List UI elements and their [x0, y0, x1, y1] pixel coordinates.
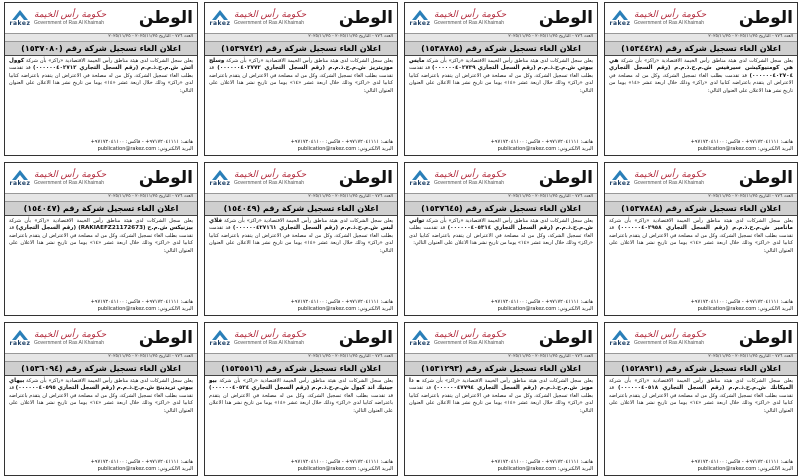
notice-details: قد تقدمت بطلب الغاء تسجيل الشركة، وكل من له مصلحة في الاعتراض ان يتقدم باعتراضه كتابيا لدى «راكز» وذلك خلال اربعة عشر «١٤» يوما من تاريخ نشر هذا الاعلان على العنوان التالي:: [409, 65, 593, 94]
notice-footer: [205, 299, 397, 313]
rakez-logo-icon: [409, 7, 431, 29]
newspaper-logo: الوطن: [338, 327, 393, 348]
newspaper-logo: الوطن: [138, 327, 193, 348]
notice-details: قد تقدمت بطلب الغاء تسجيل الشركة، وكل من له مصلحة في الاعتراض ان يتقدم باعتراضه كتابيا لدى «راكز» وذلك خلال اربعة عشر «١٤» يوما من تاريخ نشر هذا الاعلان على العنوان التالي:: [609, 225, 793, 254]
notice-title: [205, 42, 397, 56]
newspaper-logo: الوطن: [338, 7, 393, 28]
government-name-arabic: حكومة رأس الخيمة: [234, 9, 307, 20]
rakez-logo-block: [9, 7, 106, 29]
newspaper-logo: الوطن: [538, 167, 593, 188]
notice-number: (١٥٣٨٧٨٥): [421, 44, 463, 53]
notice-details: قد تقدمت بطلب الغاء تسجيل الشركة، وكل من له مصلحة في الاعتراض ان يتقدم باعتراضه كتابيا لدى «راكز» وذلك خلال اربعة عشر «١٤» يوما من تاريخ نشر هذا الاعلان على العنوان التالي:: [609, 72, 793, 94]
notice-title: [605, 42, 797, 56]
rakez-logo-icon: [409, 167, 431, 189]
contact-phone: هاتف: ٩٧١٧٢٠٤١١١١+ - فاكس: ٩٧١٧٢٠٤١١٠٠+: [90, 459, 193, 465]
notice-details: قد تقدمت بطلب الغاء تسجيل الشركة، وكل من له مصلحة في الاعتراض ان يتقدم باعتراضه كتابيا لدى «راكز» وذلك خلال اربعة عشر «١٤» يوما من تاريخ نشر هذا الاعلان على العنوان التالي:: [409, 385, 593, 414]
government-name-arabic: حكومة رأس الخيمة: [634, 9, 707, 20]
rakez-logo-block: [609, 167, 706, 189]
notice-title-prefix: اعلان الغاء تسجيل شركة رقم: [665, 44, 781, 53]
card-header: [5, 3, 197, 33]
company-name: بيو جيتيك اند كيول ش.م.ح.ذ.م.م: [209, 378, 394, 392]
government-name-arabic: حكومة رأس الخيمة: [434, 329, 507, 340]
government-logo: [34, 11, 106, 26]
government-name-arabic: حكومة رأس الخيمة: [234, 329, 307, 340]
notice-details: قد تقدمت بطلب الغاء تسجيل الشركة، وكل من له مصلحة في الاعتراض ان يتقدم باعتراضه كتابيا لدى «راكز» وذلك خلال اربعة عشر «١٤» يوما من تاريخ نشر هذا الاعلان على العنوان التالي:: [209, 225, 393, 254]
notice-body: [205, 56, 397, 140]
notice-intro: يعلن سجل الشركات لدى هيئة مناطق رأس الخيمة الاقتصادية «راكز» بأن شركة: [26, 378, 193, 384]
contact-email: البريد الالكتروني: publication@rakez.com: [97, 146, 193, 152]
issue-dateline: العدد ٧٧٦ - التاريخ ٢٠٢٥/١١/٢٥ - ٢٠٢٥/١١/٢٥: [605, 193, 797, 202]
notice-body: [605, 216, 797, 300]
issue-dateline: العدد ٧٧٦ - التاريخ ٢٠٢٥/١١/٢٥ - ٢٠٢٥/١١/٢٥: [605, 353, 797, 362]
newspaper-logo: الوطن: [738, 167, 793, 188]
contact-email: البريد الالكتروني: publication@rakez.com: [697, 306, 793, 312]
rakez-logo-icon: [9, 7, 31, 29]
notice-body: [605, 56, 797, 140]
notice-body: [205, 216, 397, 300]
company-name: فلاي لبس ش.م.ح.ذ.م.م: [209, 218, 393, 232]
notice-details: قد تقدمت بطلب الغاء تسجيل الشركة، وكل من له مصلحة في الاعتراض ان يتقدم باعتراضه كتابيا لدى «راكز» وذلك خلال اربعة عشر «١٤» يوما من تاريخ نشر هذا الاعلان على العنوان التالي:: [409, 225, 593, 247]
contact-email: البريد الالكتروني: publication@rakez.com: [497, 306, 593, 312]
notice-number: (١٥٣٤٤٢٨): [621, 44, 663, 53]
card-header: [205, 163, 397, 193]
notice-intro: يعلن سجل الشركات لدى هيئة مناطق رأس الخيمة الاقتصادية «راكز» بأن شركة: [224, 218, 393, 224]
rakez-logo-icon: [9, 327, 31, 349]
rakez-wordmark: rakez: [9, 20, 31, 27]
notice-body: [5, 56, 197, 140]
issue-dateline: العدد ٧٧٦ - التاريخ ٢٠٢٥/١١/٢٥ - ٢٠٢٥/١١/٢٥: [405, 33, 597, 42]
notice-card-11: [204, 322, 398, 476]
company-name: بيهاي بيوتي تريدينج ش.م.ح.ذ.م.م: [9, 378, 194, 392]
notice-number: (١٥٣٥٥١٦): [221, 364, 263, 373]
contact-email: البريد الالكتروني: publication@rakez.com: [697, 466, 793, 472]
contact-email: البريد الالكتروني: publication@rakez.com: [297, 466, 393, 472]
notice-card-6: [404, 162, 598, 316]
rakez-wordmark: rakez: [209, 340, 231, 347]
notice-intro: يعلن سجل الشركات لدى هيئة مناطق رأس الخيمة الاقتصادية «راكز» بأن شركة: [421, 378, 593, 384]
government-name-english: Government of Ras Al Khaimah: [634, 339, 705, 346]
company-name: ه دا موبز ش.م.ح.ذ.م.م: [409, 378, 594, 392]
notice-number: (١٥٣٦٠٩٤): [21, 364, 63, 373]
notice-title-prefix: اعلان الغاء تسجيل شركة رقم: [665, 204, 781, 213]
rakez-logo-icon: [609, 7, 631, 29]
government-name-english: Government of Ras Al Khaimah: [434, 339, 505, 346]
notice-title: [605, 362, 797, 376]
issue-dateline: العدد ٧٧٦ - التاريخ ٢٠٢٥/١١/٢٥ - ٢٠٢٥/١١/٢٥: [5, 193, 197, 202]
notice-title: [5, 42, 197, 56]
notice-title-prefix: اعلان الغاء تسجيل شركة رقم: [65, 44, 181, 53]
contact-phone: هاتف: ٩٧١٧٢٠٤١١١١+ - فاكس: ٩٧١٧٢٠٤١١٠٠+: [490, 459, 593, 465]
card-header: [605, 323, 797, 353]
notice-card-12: [4, 322, 198, 476]
government-logo: [234, 331, 306, 346]
notice-footer: [605, 299, 797, 313]
license-number: (رقم السجل التجاري ٠٠٠٠٠٠٤٢٧١٦١): [232, 225, 339, 232]
notice-intro: يعلن سجل الشركات لدى هيئة مناطق رأس الخيمة الاقتصادية «راكز» بأن شركة: [426, 58, 593, 64]
notice-details: قد تقدمت بطلب الغاء تسجيل الشركة، وكل من له مصلحة في الاعتراض ان يتقدم باعتراضه كتابيا لدى «راكز» وذلك خلال اربعة عشر «١٤» يوما من تاريخ نشر هذا الاعلان على العنوان التالي:: [9, 65, 193, 94]
company-name: تواتي ش.م.ح.ذ.م.م: [409, 218, 593, 232]
government-logo: [34, 331, 106, 346]
notice-footer: [205, 139, 397, 153]
issue-dateline: العدد ٧٧٦ - التاريخ ٢٠٢٥/١١/٢٥ - ٢٠٢٥/١١/٢٥: [605, 33, 797, 42]
card-header: [405, 323, 597, 353]
government-logo: [634, 11, 706, 26]
license-number: (رقم السجل التجاري ٠٠٠٠٠٠٤٠٢٧٣٩): [431, 65, 536, 72]
rakez-logo-block: [209, 7, 306, 29]
notice-intro: يعلن سجل الشركات لدى هيئة مناطق رأس الخيمة الاقتصادية «راكز» بأن شركة: [219, 378, 393, 384]
contact-phone: هاتف: ٩٧١٧٢٠٤١١١١+ - فاكس: ٩٧١٧٢٠٤١١٠٠+: [290, 299, 393, 305]
contact-email: البريد الالكتروني: publication@rakez.com: [697, 146, 793, 152]
rakez-wordmark: rakez: [409, 180, 431, 187]
license-number: (RAKIAEFZ21172673) (رقم السجل التجاري): [15, 225, 146, 232]
notice-title: [405, 362, 597, 376]
notice-title-prefix: اعلان الغاء تسجيل شركة رقم: [465, 364, 581, 373]
notice-footer: [605, 459, 797, 473]
newspaper-logo: الوطن: [138, 167, 193, 188]
notice-details: قد تقدمت بطلب الغاء تسجيل الشركة، وكل من له مصلحة في الاعتراض ان يتقدم باعتراضه كتابيا لدى «راكز» وذلك خلال اربعة عشر «١٤» يوما من تاريخ نشر هذا الاعلان على العنوان التالي:: [9, 385, 193, 414]
government-name-english: Government of Ras Al Khaimah: [34, 339, 105, 346]
company-name: مايس بيوتي ش.م.ح.ذ.م.م: [409, 58, 593, 72]
notice-card-1: [604, 2, 798, 156]
government-logo: [434, 11, 506, 26]
issue-dateline: العدد ٧٧٦ - التاريخ ٢٠٢٥/١١/٢٥ - ٢٠٢٥/١١/٢٥: [205, 353, 397, 362]
license-number: (رقم السجل التجاري ٠٠٠٠٠٠٤٠٢٧٠٤): [609, 65, 793, 79]
company-name: وسلج موزيتريز ش.م.ح.ذ.م.م: [209, 58, 393, 72]
license-number: (رقم السجل التجاري ٠٠٠٠٠٠٤٠٥٣١٤): [447, 225, 553, 232]
rakez-logo-block: [609, 7, 706, 29]
contact-phone: هاتف: ٩٧١٧٢٠٤١١١١+ - فاكس: ٩٧١٧٢٠٤١١٠٠+: [90, 299, 193, 305]
rakez-logo-icon: [409, 327, 431, 349]
rakez-logo-icon: [9, 167, 31, 189]
rakez-logo-block: [9, 327, 106, 349]
card-header: [405, 3, 597, 33]
rakez-logo-block: [409, 7, 506, 29]
notice-number: (١٥٣١٢٩٣): [421, 364, 463, 373]
government-logo: [434, 331, 506, 346]
government-name-english: Government of Ras Al Khaimah: [234, 179, 305, 186]
government-name-arabic: حكومة رأس الخيمة: [434, 9, 507, 20]
card-header: [5, 323, 197, 353]
company-name: بيزنيكس ش.م.ح: [147, 225, 194, 232]
rakez-wordmark: rakez: [9, 180, 31, 187]
contact-phone: هاتف: ٩٧١٧٢٠٤١١١١+ - فاكس: ٩٧١٧٢٠٤١١٠٠+: [490, 139, 593, 145]
contact-phone: هاتف: ٩٧١٧٢٠٤١١١١+ - فاكس: ٩٧١٧٢٠٤١١٠٠+: [690, 459, 793, 465]
notice-body: [605, 376, 797, 460]
notice-intro: يعلن سجل الشركات لدى هيئة مناطق رأس الخيمة الاقتصادية «راكز» بأن شركة: [226, 58, 393, 64]
newspaper-logo: الوطن: [138, 7, 193, 28]
contact-phone: هاتف: ٩٧١٧٢٠٤١١١١+ - فاكس: ٩٧١٧٢٠٤١١٠٠+: [690, 299, 793, 305]
notice-title: [605, 202, 797, 216]
government-name-english: Government of Ras Al Khaimah: [634, 19, 705, 26]
card-header: [605, 3, 797, 33]
rakez-logo-icon: [609, 327, 631, 349]
government-name-english: Government of Ras Al Khaimah: [34, 179, 105, 186]
notice-number: (١٥٣٩٧٤٢): [221, 44, 263, 53]
rakez-logo-block: [9, 167, 106, 189]
notice-intro: يعلن سجل الشركات لدى هيئة مناطق رأس الخيمة الاقتصادية «راكز» بأن شركة: [609, 378, 793, 384]
government-name-arabic: حكومة رأس الخيمة: [634, 329, 707, 340]
rakez-wordmark: rakez: [9, 340, 31, 347]
card-header: [405, 163, 597, 193]
government-logo: [234, 11, 306, 26]
contact-email: البريد الالكتروني: publication@rakez.com: [97, 466, 193, 472]
notice-body: [405, 376, 597, 460]
issue-dateline: العدد ٧٧٦ - التاريخ ٢٠٢٥/١١/٢٥ - ٢٠٢٥/١١/٢٥: [405, 353, 597, 362]
notice-number: (١٥٣٧٨٤٨): [621, 204, 663, 213]
notice-title-prefix: اعلان الغاء تسجيل شركة رقم: [265, 44, 381, 53]
rakez-logo-icon: [209, 7, 231, 29]
notice-body: [205, 376, 397, 460]
notice-footer: [5, 299, 197, 313]
notice-footer: [205, 459, 397, 473]
issue-dateline: العدد ٧٧٦ - التاريخ ٢٠٢٥/١١/٢٥ - ٢٠٢٥/١١/٢٥: [5, 353, 197, 362]
government-logo: [34, 171, 106, 186]
notice-title-prefix: اعلان الغاء تسجيل شركة رقم: [263, 204, 379, 213]
notice-number: (١٥٤٠٤٩): [223, 204, 261, 213]
notice-title: [405, 202, 597, 216]
government-name-arabic: حكومة رأس الخيمة: [234, 169, 307, 180]
rakez-logo-icon: [209, 327, 231, 349]
notice-card-8: [4, 162, 198, 316]
card-header: [205, 323, 397, 353]
contact-phone: هاتف: ٩٧١٧٢٠٤١١١١+ - فاكس: ٩٧١٧٢٠٤١١٠٠+: [690, 139, 793, 145]
rakez-wordmark: rakez: [609, 180, 631, 187]
company-name: مانامير ش.م.ح.ذ.م.م: [732, 225, 794, 232]
government-name-arabic: حكومة رأس الخيمة: [34, 169, 107, 180]
contact-email: البريد الالكتروني: publication@rakez.com: [497, 146, 593, 152]
notice-number: (١٥٤٠٤٧): [23, 204, 61, 213]
company-name: هي هي كومنيوكيشن سيرفيس ش.م.ح.ذ.م.م: [609, 58, 793, 72]
government-name-english: Government of Ras Al Khaimah: [634, 179, 705, 186]
notice-footer: [605, 139, 797, 153]
government-name-english: Government of Ras Al Khaimah: [34, 19, 105, 26]
government-logo: [234, 171, 306, 186]
government-name-english: Government of Ras Al Khaimah: [434, 19, 505, 26]
contact-email: البريد الالكتروني: publication@rakez.com: [97, 306, 193, 312]
notice-title: [5, 362, 197, 376]
newspaper-logo: الوطن: [738, 7, 793, 28]
rakez-wordmark: rakez: [609, 20, 631, 27]
notice-title-prefix: اعلان الغاء تسجيل شركة رقم: [665, 364, 781, 373]
contact-phone: هاتف: ٩٧١٧٢٠٤١١١١+ - فاكس: ٩٧١٧٢٠٤١١٠٠+: [290, 459, 393, 465]
notice-title-prefix: اعلان الغاء تسجيل شركة رقم: [65, 364, 181, 373]
notice-body: [5, 376, 197, 460]
card-header: [605, 163, 797, 193]
notice-title: [205, 202, 397, 216]
notice-title: [5, 202, 197, 216]
government-logo: [634, 331, 706, 346]
notice-footer: [405, 459, 597, 473]
rakez-wordmark: rakez: [409, 20, 431, 27]
company-name: كوول اتش ش.م.ح.ذ.م.م: [9, 58, 193, 72]
government-name-english: Government of Ras Al Khaimah: [434, 179, 505, 186]
newspaper-logo: الوطن: [738, 327, 793, 348]
notice-body: [405, 56, 597, 140]
notice-details: قد تقدمت بطلب الغاء تسجيل الشركة، وكل من له مصلحة في الاعتراض ان يتقدم باعتراضه كتابيا لدى «راكز» وذلك خلال اربعة عشر «١٤» يوما من تاريخ نشر هذا الاعلان على العنوان التالي:: [209, 65, 393, 94]
license-number: (رقم السجل التجاري ٠٠٠٠٠٠٤٠٢٧١٢): [33, 65, 139, 72]
rakez-wordmark: rakez: [409, 340, 431, 347]
notice-intro: يعلن سجل الشركات لدى هيئة مناطق رأس الخيمة الاقتصادية «راكز» بأن شركة: [25, 58, 193, 64]
license-number: (رقم السجل التجاري ٠٠٠٠٠٠٤٠٢٧٧٢): [217, 65, 325, 72]
rakez-wordmark: rakez: [609, 340, 631, 347]
notice-card-9: [604, 322, 798, 476]
notice-title: [405, 42, 597, 56]
license-number: (رقم السجل التجاري ٠٠٠٠٠٠٤٠٥١٨): [617, 385, 725, 392]
rakez-logo-block: [209, 327, 306, 349]
notice-number: (١٥٣٧٠٨٠): [21, 44, 63, 53]
notice-card-7: [204, 162, 398, 316]
notice-intro: يعلن سجل الشركات لدى هيئة مناطق رأس الخيمة الاقتصادية «راكز» بأن شركة: [426, 218, 593, 224]
rakez-logo-block: [409, 327, 506, 349]
notice-footer: [405, 139, 597, 153]
newspaper-logo: الوطن: [538, 7, 593, 28]
notice-details: قد تقدمت بطلب الغاء تسجيل الشركة، وكل من له مصلحة في الاعتراض ان يتقدم باعتراضه كتابيا لدى «راكز» وذلك خلال اربعة عشر «١٤» يوما من تاريخ نشر هذا الاعلان على العنوان التالي:: [609, 385, 793, 414]
notice-card-5: [604, 162, 798, 316]
contact-email: البريد الالكتروني: publication@rakez.com: [497, 466, 593, 472]
notice-footer: [5, 139, 197, 153]
government-name-arabic: حكومة رأس الخيمة: [434, 169, 507, 180]
government-name-arabic: حكومة رأس الخيمة: [34, 329, 107, 340]
notice-intro: يعلن سجل الشركات لدى هيئة مناطق رأس الخيمة الاقتصادية «راكز» بأن شركة: [609, 218, 793, 224]
issue-dateline: العدد ٧٧٦ - التاريخ ٢٠٢٥/١١/٢٥ - ٢٠٢٥/١١/٢٥: [205, 33, 397, 42]
rakez-wordmark: rakez: [209, 180, 231, 187]
rakez-logo-block: [609, 327, 706, 349]
rakez-logo-icon: [209, 167, 231, 189]
government-name-english: Government of Ras Al Khaimah: [234, 339, 305, 346]
notice-card-3: [204, 2, 398, 156]
notice-card-10: [404, 322, 598, 476]
issue-dateline: العدد ٧٧٦ - التاريخ ٢٠٢٥/١١/٢٥ - ٢٠٢٥/١١/٢٥: [5, 33, 197, 42]
notice-title-prefix: اعلان الغاء تسجيل شركة رقم: [265, 364, 381, 373]
contact-phone: هاتف: ٩٧١٧٢٠٤١١١١+ - فاكس: ٩٧١٧٢٠٤١١٠٠+: [490, 299, 593, 305]
issue-dateline: العدد ٧٧٦ - التاريخ ٢٠٢٥/١١/٢٥ - ٢٠٢٥/١١/٢٥: [205, 193, 397, 202]
contact-phone: هاتف: ٩٧١٧٢٠٤١١١١+ - فاكس: ٩٧١٧٢٠٤١١٠٠+: [90, 139, 193, 145]
card-header: [5, 163, 197, 193]
government-name-arabic: حكومة رأس الخيمة: [634, 169, 707, 180]
newspaper-logo: الوطن: [538, 327, 593, 348]
contact-phone: هاتف: ٩٧١٧٢٠٤١١١١+ - فاكس: ٩٧١٧٢٠٤١١٠٠+: [290, 139, 393, 145]
government-logo: [634, 171, 706, 186]
notice-title-prefix: اعلان الغاء تسجيل شركة رقم: [465, 204, 581, 213]
notice-title-prefix: اعلان الغاء تسجيل شركة رقم: [465, 44, 581, 53]
newspaper-logo: الوطن: [338, 167, 393, 188]
notice-details: قد تقدمت بطلب الغاء تسجيل الشركة، وكل من له مصلحة في الاعتراض ان يتقدم باعتراضه كتابيا لدى «راكز» وذلك خلال اربعة عشر «١٤» يوما من تاريخ نشر هذا الاعلان على العنوان التالي:: [9, 225, 193, 254]
notice-card-4: [4, 2, 198, 156]
rakez-logo-icon: [609, 167, 631, 189]
notice-intro: يعلن سجل الشركات لدى هيئة مناطق رأس الخيمة الاقتصادية «راكز» بأن شركة: [620, 58, 793, 64]
government-name-english: Government of Ras Al Khaimah: [234, 19, 305, 26]
rakez-wordmark: rakez: [209, 20, 231, 27]
notice-title-prefix: اعلان الغاء تسجيل شركة رقم: [63, 204, 179, 213]
company-name: الميكانك ش.م.ح.ذ.م.م: [728, 385, 793, 392]
license-number: (رقم السجل التجاري ٠٠٠٠٠٠٤٧٧٩٤): [433, 385, 537, 392]
notice-number: (١٥٣٧٦٤٥): [421, 204, 463, 213]
notice-footer: [5, 459, 197, 473]
contact-email: البريد الالكتروني: publication@rakez.com: [297, 306, 393, 312]
government-logo: [434, 171, 506, 186]
notice-details: قد تقدمت بطلب الغاء تسجيل الشركة، وكل من له مصلحة في الاعتراض ان يتقدم باعتراضه كتابيا لدى «راكز» وذلك خلال اربعة عشر «١٤» يوما من تاريخ نشر هذا الاعلان على العنوان التالي:: [209, 392, 393, 414]
rakez-logo-block: [209, 167, 306, 189]
notice-title: [205, 362, 397, 376]
rakez-logo-block: [409, 167, 506, 189]
license-number: (رقم السجل التجاري ٠٠٠٠٠٠٤٠٢٩٥٨): [618, 225, 729, 232]
notice-intro: يعلن سجل الشركات لدى هيئة مناطق رأس الخيمة الاقتصادية «راكز» بأن شركة: [9, 218, 193, 224]
card-header: [205, 3, 397, 33]
issue-dateline: العدد ٧٧٦ - التاريخ ٢٠٢٥/١١/٢٥ - ٢٠٢٥/١١/٢٥: [405, 193, 597, 202]
government-name-arabic: حكومة رأس الخيمة: [34, 9, 107, 20]
notice-body: [405, 216, 597, 300]
notice-number: (١٥٢٨٩٣١): [621, 364, 663, 373]
license-number: (رقم السجل التجاري ٠٠٠٠٠٠٤٠٥٢٤): [209, 385, 310, 392]
notice-footer: [405, 299, 597, 313]
contact-email: البريد الالكتروني: publication@rakez.com: [297, 146, 393, 152]
notice-card-2: [404, 2, 598, 156]
license-number: (رقم السجل التجاري ٠٠٠٠٠٠٤٠٥٩٥): [15, 385, 115, 392]
notice-body: [5, 216, 197, 300]
